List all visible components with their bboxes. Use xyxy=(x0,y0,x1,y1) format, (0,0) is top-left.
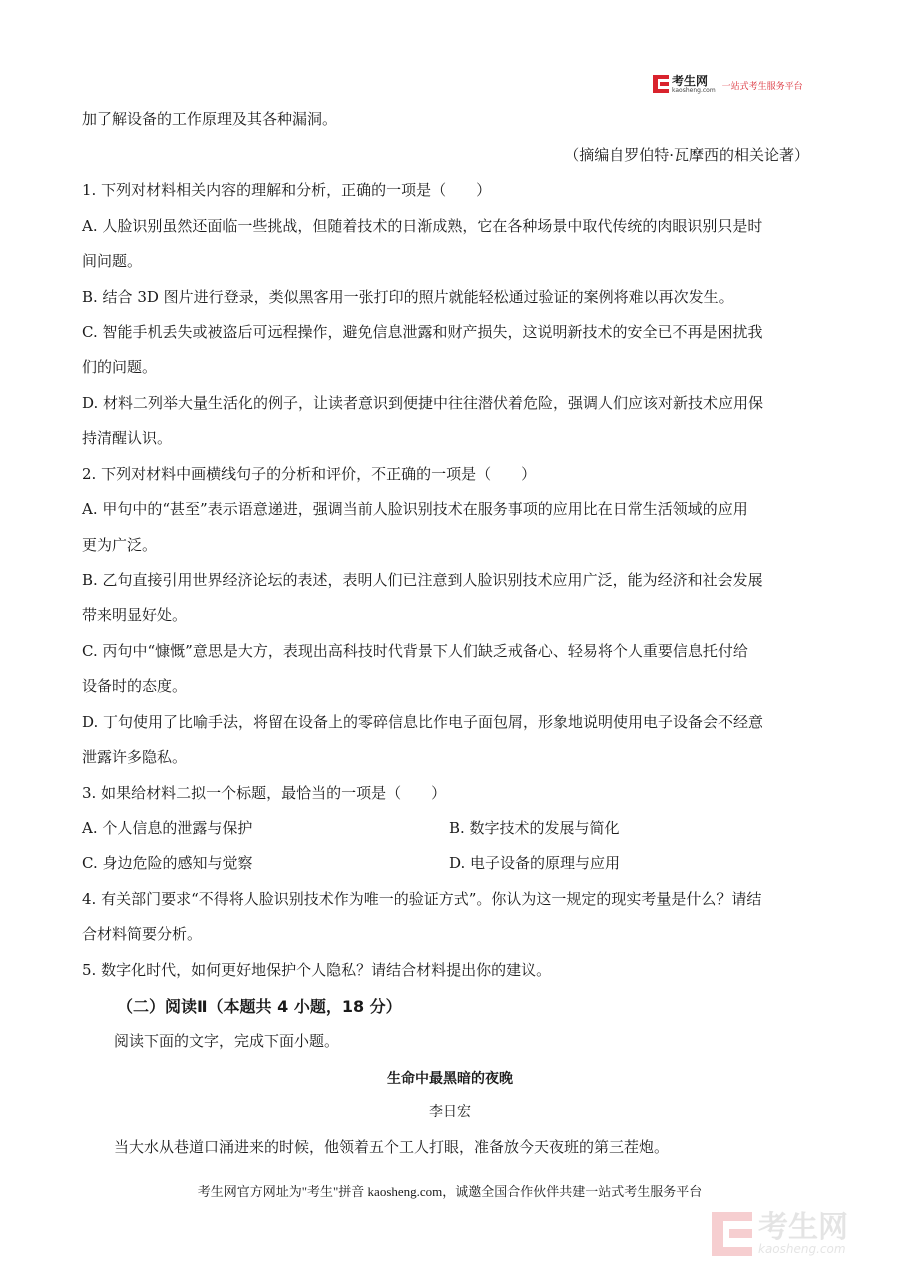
q1-stem: 1. 下列对材料相关内容的理解和分析，正确的一项是（ ） xyxy=(82,181,492,199)
section2-title: （二）阅读Ⅱ（本题共 4 小题，18 分） xyxy=(117,997,402,1016)
logo-slogan: 一站式考生服务平台 xyxy=(721,81,803,92)
watermark-domain: kaosheng.com xyxy=(758,1242,846,1256)
q3-stem: 3. 如果给材料二拟一个标题，最恰当的一项是（ ） xyxy=(82,784,447,802)
q3-option-c: C. 身边危险的感知与觉察 xyxy=(82,854,253,872)
logo-domain: kaosheng.com xyxy=(672,86,716,94)
kaosheng-logo-icon xyxy=(653,75,669,93)
passage-continuation: 加了解设备的工作原理及其各种漏洞。 xyxy=(82,110,338,128)
q1-option-d-line1: D. 材料二列举大量生活化的例子，让读者意识到便捷中往往潜伏着危险，强调人们应该对新技术应用保 xyxy=(82,394,764,412)
watermark xyxy=(712,1210,882,1258)
q2-option-a-line2: 更为广泛。 xyxy=(82,536,158,554)
q2-option-a-line1: A. 甲句中的“甚至”表示语意递进，强调当前人脸识别技术在服务事项的应用比在日常生活领域的应用 xyxy=(82,500,748,518)
q4-line2: 合材料简要分析。 xyxy=(82,925,203,943)
q2-option-d-line2: 泄露许多隐私。 xyxy=(82,748,188,766)
q2-stem: 2. 下列对材料中画横线句子的分析和评价，不正确的一项是（ ） xyxy=(82,465,537,483)
q2-option-b-line1: B. 乙句直接引用世界经济论坛的表述，表明人们已注意到人脸识别技术应用广泛，能为经济和社会发展 xyxy=(82,571,763,589)
passage-source: （摘编自罗伯特·瓦摩西的相关论著） xyxy=(564,146,809,164)
kaosheng-watermark-icon xyxy=(712,1212,752,1256)
reading-instruction: 阅读下面的文字，完成下面小题。 xyxy=(114,1032,340,1050)
q2-option-c-line1: C. 丙句中“慷慨”意思是大方，表现出高科技时代背景下人们缺乏戒备心、轻易将个人重要信息托付给 xyxy=(82,642,748,660)
q1-option-a-line2: 间问题。 xyxy=(82,252,143,270)
page-footer: 考生网官方网址为"考生"拼音 kaosheng.com，诚邀全国合作伙伴共建一站式考生服务平台 xyxy=(197,1184,703,1199)
q2-option-d-line1: D. 丁句使用了比喻手法，将留在设备上的零碎信息比作电子面包屑，形象地说明使用电子设备会不经意 xyxy=(82,713,764,731)
q3-option-b: B. 数字技术的发展与简化 xyxy=(449,819,620,837)
q1-option-c-line1: C. 智能手机丢失或被盗后可远程操作，避免信息泄露和财产损失，这说明新技术的安全已不再是困扰我 xyxy=(82,323,763,341)
story-author: 李日宏 xyxy=(429,1104,471,1120)
story-title: 生命中最黑暗的夜晚 xyxy=(387,1071,513,1087)
q3-option-d: D. 电子设备的原理与应用 xyxy=(449,854,621,872)
q2-option-b-line2: 带来明显好处。 xyxy=(82,606,188,624)
q5: 5. 数字化时代，如何更好地保护个人隐私？请结合材料提出你的建议。 xyxy=(82,961,552,979)
q3-option-a: A. 个人信息的泄露与保护 xyxy=(82,819,253,837)
q1-option-a-line1: A. 人脸识别虽然还面临一些挑战，但随着技术的日渐成熟，它在各种场景中取代传统的肉眼识别只是时 xyxy=(82,217,763,235)
q1-option-b: B. 结合 3D 图片进行登录，类似黑客用一张打印的照片就能轻松通过验证的案例将难以再次发生。 xyxy=(82,288,734,306)
logo-name: 考生网 xyxy=(672,73,709,88)
story-first-paragraph: 当大水从巷道口涌进来的时候，他领着五个工人打眼，准备放今天夜班的第三茬炮。 xyxy=(114,1138,670,1156)
header-logo xyxy=(653,72,803,96)
q1-option-c-line2: 们的问题。 xyxy=(82,358,158,376)
watermark-name: 考生网 xyxy=(758,1210,848,1245)
q1-option-d-line2: 持清醒认识。 xyxy=(82,429,173,447)
q2-option-c-line2: 设备时的态度。 xyxy=(82,677,188,695)
q4-line1: 4. 有关部门要求“不得将人脸识别技术作为唯一的验证方式”。你认为这一规定的现实考量是什么？请结 xyxy=(82,890,762,908)
